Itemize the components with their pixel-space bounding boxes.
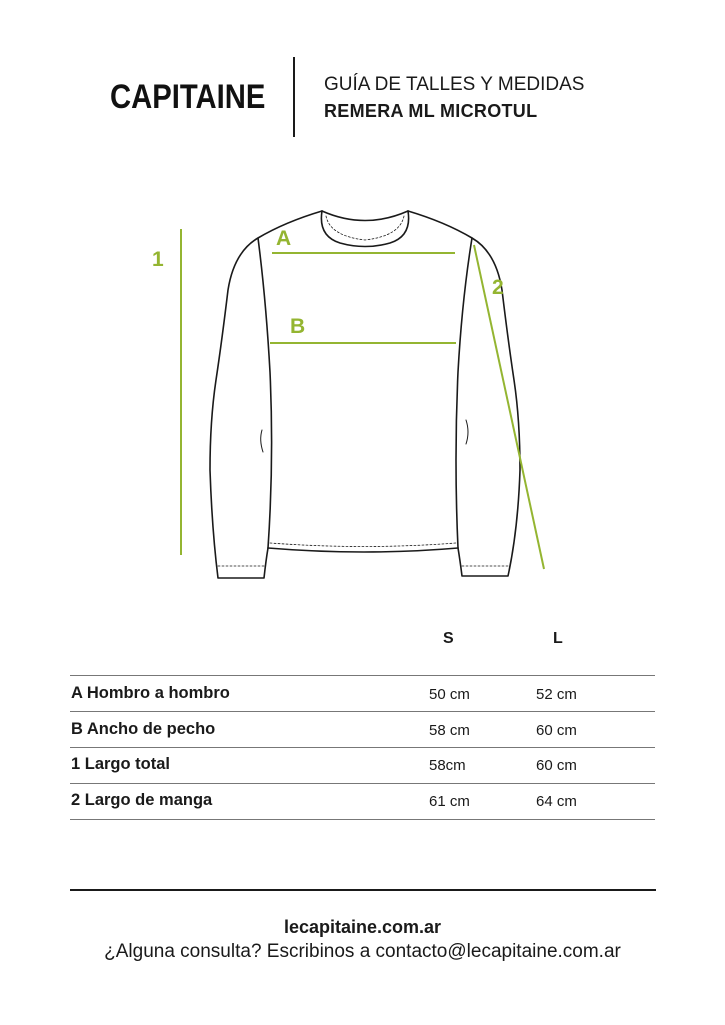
measure-line-sleeve [474, 245, 544, 569]
footer-divider [70, 889, 656, 891]
row-label: 1 Largo total [71, 755, 171, 773]
cell-s: 61 cm [429, 793, 470, 810]
cell-l: 52 cm [536, 686, 577, 703]
row-label: B Ancho de pecho [71, 720, 216, 738]
table-divider [70, 783, 655, 784]
website-link[interactable]: lecapitaine.com.ar [283, 917, 442, 937]
measure-label-2: 2 [492, 276, 504, 299]
product-name: REMERA ML MICROTUL [324, 101, 538, 121]
brand-logo: CAPITAINE [110, 78, 266, 116]
row-label: A Hombro a hombro [71, 684, 230, 702]
table-divider [70, 711, 655, 712]
table-divider [70, 819, 655, 820]
measure-label-a: A [276, 227, 292, 250]
row-label: 2 Largo de manga [71, 791, 213, 809]
column-header-l: L [553, 630, 563, 647]
table-divider [70, 747, 655, 748]
cell-s: 58 cm [429, 722, 470, 739]
table-divider [70, 675, 655, 676]
cell-s: 50 cm [429, 686, 470, 703]
contact-text: ¿Alguna consulta? Escribinos a contacto@lecapitaine.com.ar [104, 941, 621, 962]
cell-l: 60 cm [536, 722, 577, 739]
measure-label-1: 1 [152, 248, 164, 271]
cell-l: 60 cm [536, 757, 577, 774]
column-header-s: S [443, 630, 454, 647]
cell-l: 64 cm [536, 793, 577, 810]
guide-title: GUÍA DE TALLES Y MEDIDAS [324, 74, 585, 95]
measure-label-b: B [290, 315, 306, 338]
header-divider [293, 57, 295, 137]
cell-s: 58cm [429, 757, 466, 774]
